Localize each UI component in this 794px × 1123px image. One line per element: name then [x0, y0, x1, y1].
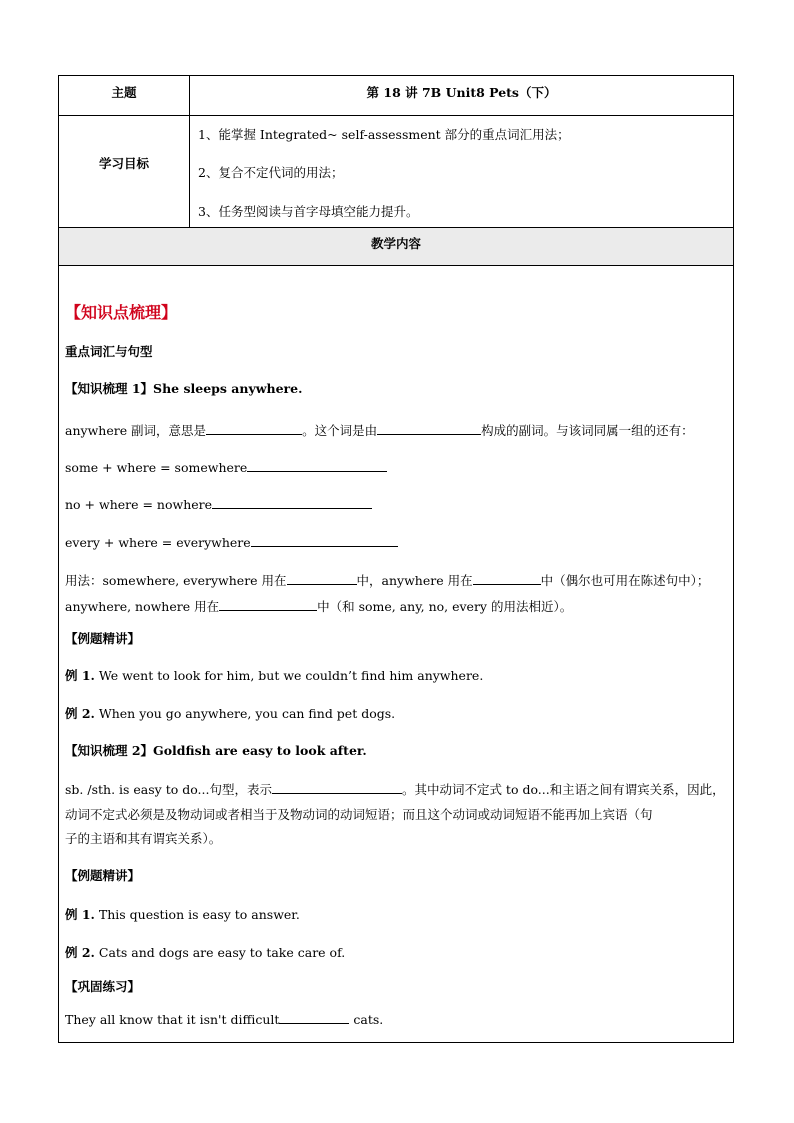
example-everywhere: every + where = everywhere	[65, 534, 398, 550]
practice-title: 【巩固练习】	[65, 979, 141, 994]
answer-blank[interactable]	[473, 572, 541, 585]
answer-blank[interactable]	[212, 496, 372, 509]
examples-title: 【例题精讲】	[65, 868, 141, 883]
answer-blank[interactable]	[206, 422, 302, 435]
point1-definition: anywhere 副词，意思是 。这个词是由 构成的副词。与该词同属一组的还有：	[65, 423, 694, 438]
examples-title: 【例题精讲】	[65, 631, 141, 646]
usage-line-2: anywhere, nowhere 用在 中（和 some, any, no, every 的用法相近）。	[65, 599, 573, 614]
example-2: 例 2. When you go anywhere, you can find pet dogs.	[65, 706, 396, 721]
point2-line-2: 动词不定式必须是及物动词或者相当于及物动词的动词短语；而且这个动词或动词短语不能再加上宾语（句	[65, 807, 653, 822]
point2-line-3: 子的主语和其有谓宾关系）。	[65, 831, 222, 846]
subheading: 重点词汇与句型	[65, 344, 153, 359]
topic-row	[59, 76, 733, 116]
example-somewhere: some + where = somewhere	[65, 459, 387, 475]
content-header-row	[59, 228, 733, 266]
section-title: 【知识点梳理】	[65, 303, 178, 322]
goals-row	[59, 116, 733, 228]
answer-blank[interactable]	[272, 781, 402, 794]
goal-item: 1、能掌握 Integrated~ self-assessment 部分的重点词汇用法；	[198, 127, 570, 142]
topic-value: 第 18 讲 7B Unit8 Pets（下）	[366, 85, 557, 100]
answer-blank[interactable]	[251, 534, 398, 547]
answer-blank[interactable]	[377, 422, 481, 435]
goal-item: 3、任务型阅读与首字母填空能力提升。	[198, 204, 419, 219]
example-1: 例 1. This question is easy to answer.	[65, 907, 300, 922]
example-2: 例 2. Cats and dogs are easy to take care of.	[65, 945, 346, 960]
usage-line-1: 用法：somewhere, everywhere 用在 中，anywhere 用在 中（偶尔也可用在陈述句中）；	[65, 573, 710, 588]
answer-blank[interactable]	[287, 572, 357, 585]
goals-list	[190, 116, 733, 227]
point2-line-1: sb. /sth. is easy to do...句型，表示 。其中动词不定式 to do...和主语之间有谓宾关系，因此，	[65, 782, 725, 797]
answer-blank[interactable]	[219, 598, 317, 611]
example-nowhere: no + where = nowhere	[65, 496, 372, 512]
answer-blank[interactable]	[247, 459, 387, 472]
point2-title: 【知识梳理 2】Goldfish are easy to look after.	[65, 743, 367, 758]
lesson-sheet	[58, 75, 734, 1043]
answer-blank[interactable]	[279, 1011, 349, 1024]
practice-question: They all know that it isn't difficult cats.	[65, 1012, 384, 1027]
goals-label: 学习目标	[98, 156, 149, 171]
example-1: 例 1. We went to look for him, but we couldn’t find him anywhere.	[65, 668, 484, 683]
goal-item: 2、复合不定代词的用法；	[198, 165, 344, 180]
topic-label: 主题	[111, 85, 137, 100]
point1-title: 【知识梳理 1】She sleeps anywhere.	[65, 381, 303, 396]
content-header: 教学内容	[370, 236, 421, 251]
